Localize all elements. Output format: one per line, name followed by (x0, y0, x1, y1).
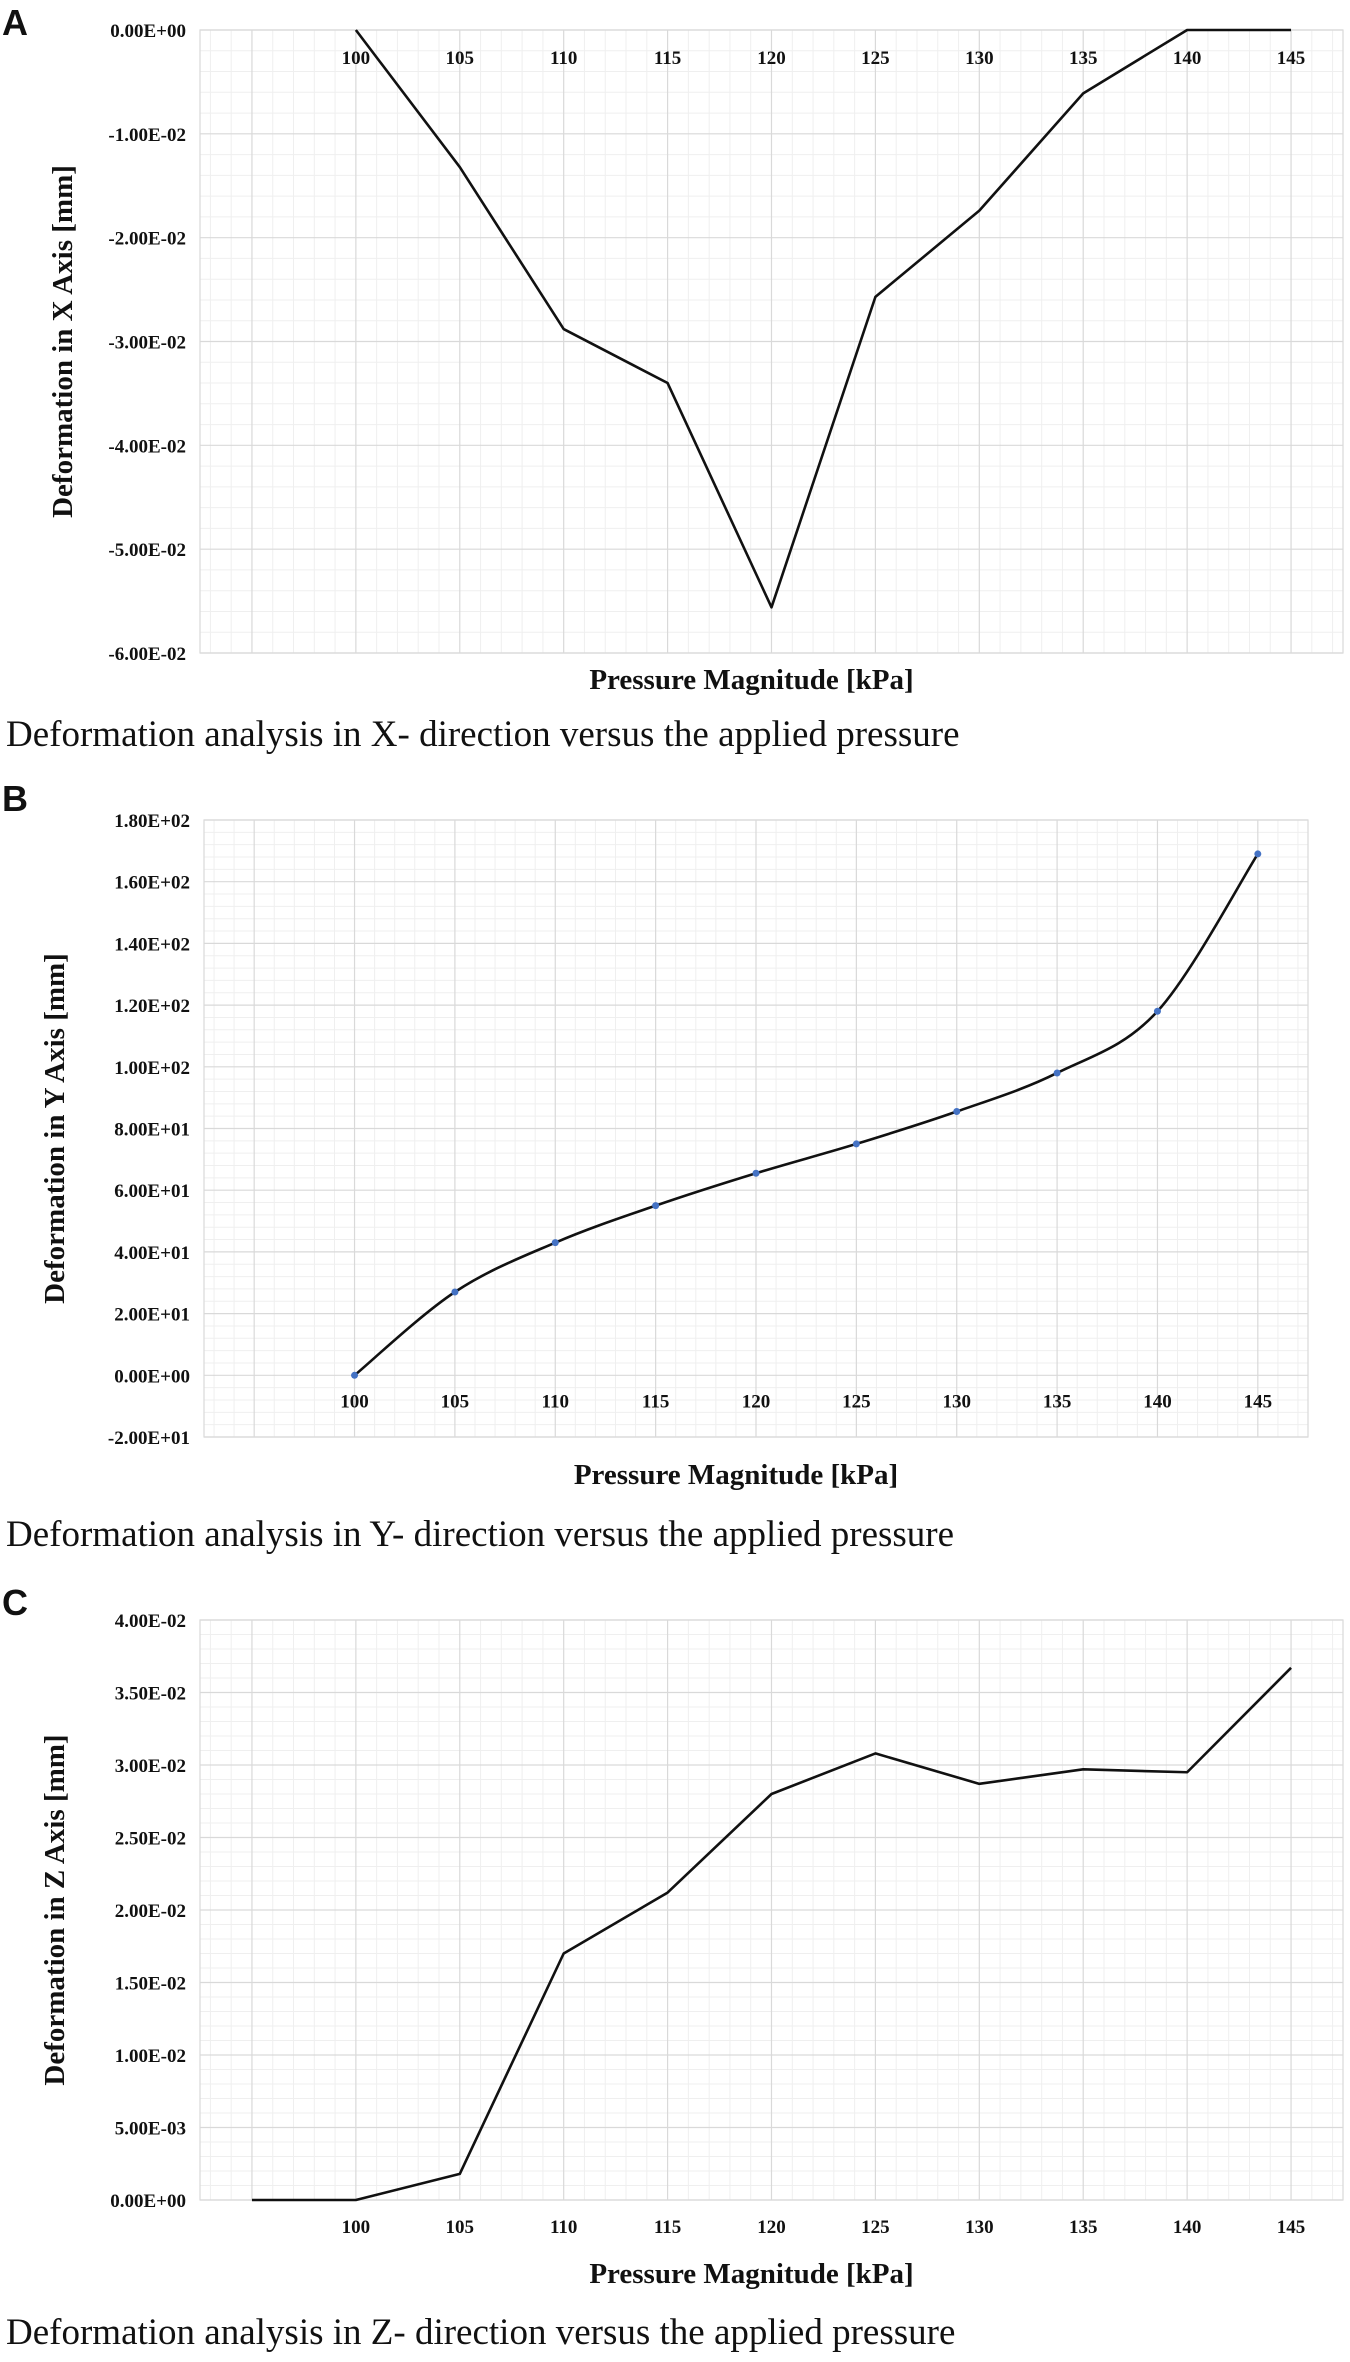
x-tick-label: 125 (861, 48, 890, 69)
data-point (1054, 1069, 1061, 1076)
y-tick-label: -2.00E+01 (107, 1428, 190, 1449)
y-tick-label: 0.00E+00 (110, 21, 186, 42)
data-point (552, 1239, 559, 1246)
panel-letter-b: B (2, 778, 28, 819)
series-line-a (356, 30, 1291, 607)
y-tick-label: -6.00E-02 (108, 644, 186, 665)
y-axis-title-a: Deformation in X Axis [mm] (47, 165, 79, 518)
caption-c: Deformation analysis in Z- direction versus the applied pressure (6, 2312, 956, 2353)
caption-b: Deformation analysis in Y- direction versus the applied pressure (6, 1514, 955, 1555)
y-tick-label: 2.50E-02 (114, 1828, 186, 1850)
x-tick-label: 115 (641, 1391, 670, 1413)
y-tick-label: 1.60E+02 (114, 872, 190, 894)
y-tick-labels-c (110, 1611, 186, 2212)
x-tick-label: 100 (341, 2217, 371, 2238)
y-tick-label: -5.00E-02 (108, 540, 186, 562)
y-tick-label: -1.00E-02 (108, 124, 186, 146)
x-tick-label: 130 (942, 1391, 971, 1413)
y-tick-label: 4.00E+01 (114, 1242, 190, 1264)
grid-b (204, 820, 1308, 1437)
data-point (451, 1289, 458, 1296)
y-tick-label: 8.00E+01 (114, 1119, 190, 1141)
y-tick-label: 3.00E-02 (114, 1756, 186, 1777)
y-tick-label: 4.00E-02 (114, 1611, 186, 1632)
panel-c (0, 1570, 1350, 2362)
x-tick-label: 115 (653, 48, 682, 69)
x-axis-title-c: Pressure Magnitude [kPa] (589, 2258, 914, 2290)
x-axis-title-a: Pressure Magnitude [kPa] (589, 664, 914, 696)
x-tick-label: 135 (1068, 2217, 1098, 2238)
x-tick-label: 105 (440, 1391, 470, 1413)
x-tick-label: 105 (445, 2217, 475, 2238)
caption-a: Deformation analysis in X- direction versus the applied pressure (6, 714, 960, 755)
x-tick-label: 120 (757, 2217, 786, 2238)
chart-a (0, 0, 1350, 720)
x-tick-label: 140 (1143, 1391, 1172, 1413)
x-tick-label: 115 (653, 2217, 682, 2238)
x-tick-label: 120 (741, 1391, 771, 1413)
x-tick-label: 145 (1243, 1391, 1273, 1413)
x-tick-label: 100 (341, 48, 371, 69)
x-tick-label: 135 (1068, 48, 1098, 69)
x-tick-label: 140 (1172, 48, 1202, 69)
y-tick-labels-a (108, 21, 186, 665)
y-axis-title-b: Deformation in Y Axis [mm] (39, 953, 71, 1304)
panel-letter-a: A (2, 2, 28, 43)
x-tick-label: 105 (445, 48, 475, 69)
x-tick-label: 125 (861, 2217, 890, 2238)
y-tick-label: 2.00E+01 (114, 1304, 190, 1326)
panel-a (0, 0, 1350, 770)
panel-b (0, 770, 1350, 1560)
chart-b (0, 770, 1350, 1510)
series-line-b (355, 854, 1258, 1375)
y-tick-label: 1.20E+02 (114, 996, 190, 1018)
grid-a (200, 30, 1343, 653)
x-tick-label: 100 (340, 1391, 369, 1413)
y-tick-label: 3.50E-02 (114, 1683, 186, 1705)
data-point (351, 1372, 358, 1379)
y-tick-label: 1.50E-02 (114, 1973, 186, 1995)
x-tick-label: 130 (965, 48, 994, 69)
y-tick-label: -3.00E-02 (108, 332, 186, 354)
y-tick-label: 5.00E-03 (114, 2118, 186, 2140)
data-points-b (351, 850, 1261, 1378)
x-tick-label: 120 (757, 48, 786, 69)
y-tick-label: -4.00E-02 (108, 436, 186, 458)
y-tick-label: 6.00E+01 (114, 1181, 190, 1203)
data-point (853, 1140, 860, 1147)
data-point (753, 1170, 760, 1177)
x-tick-label: 135 (1042, 1391, 1072, 1413)
chart-c (0, 1570, 1350, 2315)
x-tick-label: 110 (549, 2217, 578, 2238)
data-point (1254, 850, 1261, 857)
x-tick-label: 130 (965, 2217, 994, 2238)
x-tick-label: 145 (1276, 2217, 1306, 2238)
x-tick-label: 110 (541, 1391, 569, 1413)
y-tick-label: 1.40E+02 (114, 934, 190, 956)
x-axis-title-b: Pressure Magnitude [kPa] (573, 1459, 899, 1491)
x-tick-labels-c (342, 2217, 1306, 2238)
data-point (1154, 1008, 1161, 1015)
x-tick-labels-b (340, 1391, 1272, 1412)
grid-c (200, 1620, 1343, 2200)
y-tick-labels-b (108, 811, 190, 1449)
y-tick-label: 0.00E+00 (110, 2191, 186, 2212)
y-tick-label: 0.00E+00 (114, 1366, 190, 1388)
y-axis-title-c: Deformation in Z Axis [mm] (39, 1734, 71, 2086)
data-point (953, 1108, 960, 1115)
x-tick-label: 145 (1276, 48, 1306, 69)
x-tick-label: 125 (842, 1391, 871, 1413)
y-tick-label: 1.80E+02 (114, 811, 190, 832)
data-point (652, 1202, 659, 1209)
panel-letter-c: C (2, 1582, 28, 1623)
x-tick-label: 110 (549, 48, 578, 69)
y-tick-label: 1.00E-02 (114, 2046, 186, 2067)
x-tick-label: 140 (1172, 2217, 1202, 2238)
y-tick-label: -2.00E-02 (108, 228, 186, 250)
y-tick-label: 1.00E+02 (114, 1057, 190, 1079)
y-tick-label: 2.00E-02 (114, 1901, 186, 1922)
